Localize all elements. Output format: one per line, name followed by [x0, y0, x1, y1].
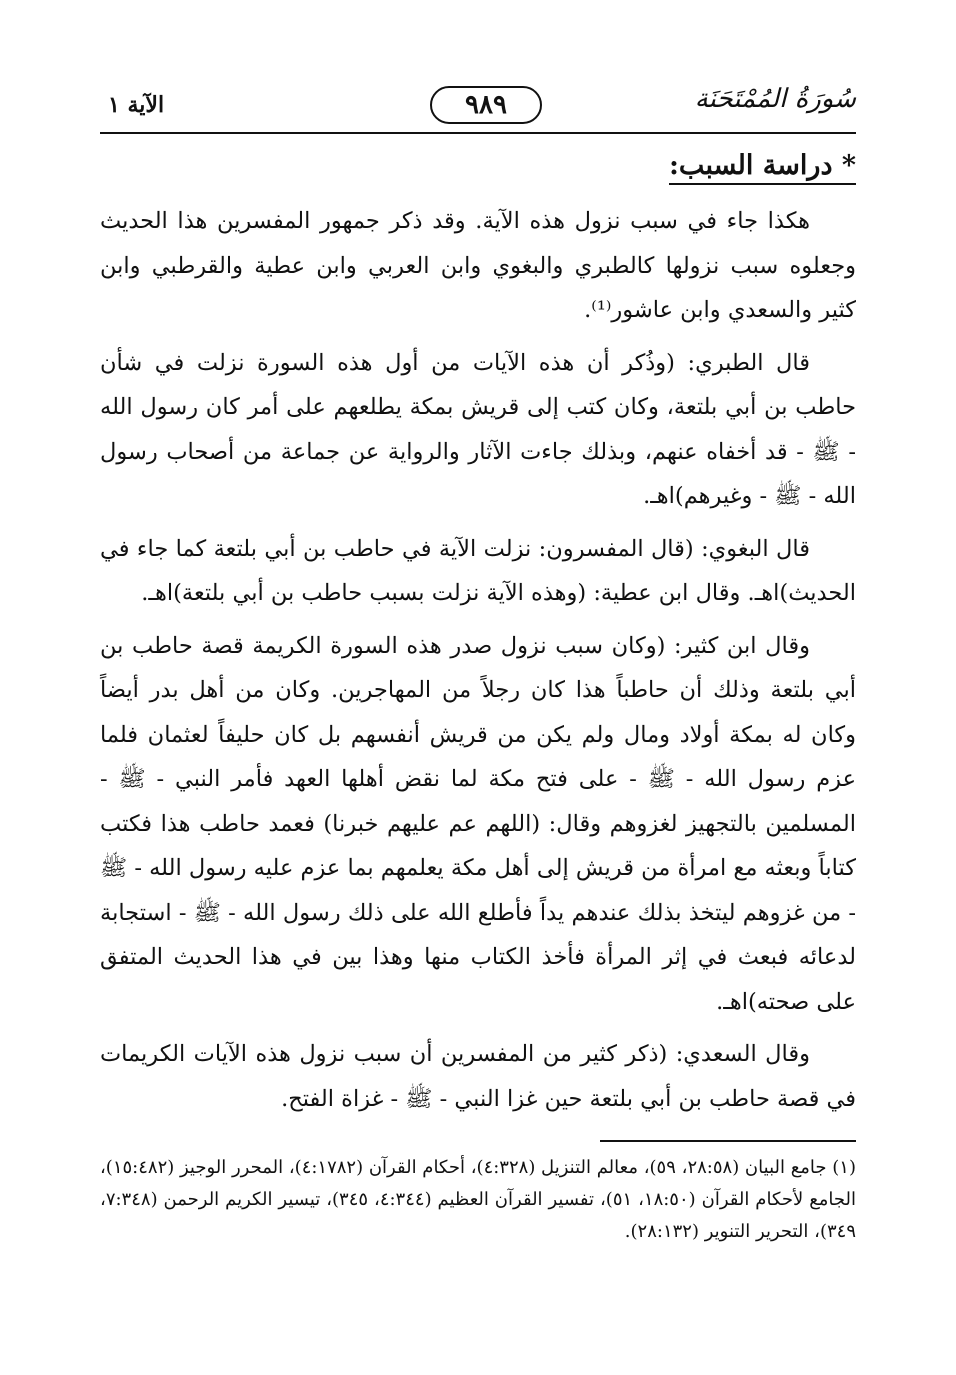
header-divider — [100, 132, 856, 134]
paragraph-saadi: وقال السعدي: (ذكر كثير من المفسرين أن سبب نزول هذه الآيات الكريمات في قصة حاطب بن أبي بلتعة حين غزا النبي - ﷺ - غزاة الفتح. — [100, 1041, 856, 1112]
paragraph-ibn-kathir: وقال ابن كثير: (وكان سبب نزول صدر هذه السورة الكريمة قصة حاطب بن أبي بلتعة وذلك أن حاطباً هذا كان رجلاً من المهاجرين. وكان من أهل بدر أيضاً وكان له بمكة أولاد ومال ولم يكن من قريش أنفسهم بل كان حليفاً لعثمان فلما عزم رسول الله - ﷺ - على فتح مكة لما نقض أهلها العهد فأمر النبي - ﷺ - المسلمين بالتجهيز لغزوهم وقال: (اللهم عم عليهم خبرنا) فعمد حاطب هذا فكتب كتاباً وبعثه مع امرأة من قريش إلى أهل مكة يعلمهم بما عزم عليه رسول الله - ﷺ - من غزوهم ليتخذ بذلك عندهم يداً فأطلع الله على ذلك رسول الله - ﷺ - استجابة لدعائه فبعث في إثر المرأة فأخذ الكتاب منها وهذا بين في هذا الحديث المتفق على صحته)اهـ. — [99, 632, 856, 1015]
page-header — [100, 80, 856, 130]
section-title: * دراسة السبب: — [669, 150, 856, 185]
paragraph-tabari: قال الطبري: (وذُكر أن هذه الآيات من أول هذه السورة نزلت في شأن حاطب بن أبي بلتعة، وكان كتب إلى قريش بمكة يطلعهم على أمر كان رسول الله - ﷺ - قد أخفاه عنهم، وبذلك جاءت الآثار والرواية عن جماعة من أصحاب رسول الله - ﷺ - وغيرهم)اهـ. — [100, 349, 856, 509]
main-text — [100, 150, 856, 1129]
paragraph-baghawi: قال البغوي: (قال المفسرون: نزلت الآية في حاطب بن أبي بلتعة كما جاء في الحديث)اهـ. وقال ابن عطية: (وهذه الآية نزلت بسبب حاطب بن أبي بلتعة)اهـ. — [100, 535, 856, 606]
verse-label: الآية ١ — [108, 92, 165, 118]
footnote-divider — [600, 1140, 856, 1142]
surah-title: سُورَةُ المُمْتَحَنَة — [694, 84, 856, 114]
page-number: ٩٨٩ — [430, 86, 542, 124]
footnote: (١) جامع البيان (٢٨:٥٨، ٥٩)، معالم التنزيل (٤:٣٢٨)، أحكام القرآن (٤:١٧٨٢)، المحرر الوجيز (١٥:٤٨٢)، الجامع لأحكام القرآن (١٨:٥٠، ٥١)، تفسير القرآن العظيم (٤:٣٤٤، ٣٤٥)، تيسير الكريم الرحمن (٧:٣٤٨، ٣٤٩)، التحرير التنوير (٢٨:١٣٢). — [100, 1157, 857, 1242]
paragraph-intro: هكذا جاء في سبب نزول هذه الآية. وقد ذكر جمهور المفسرين هذا الحديث وجعلوه سبب نزولها كالطبري والبغوي وابن العربي وابن عطية والقرطبي وابن كثير والسعدي وابن عاشور⁽¹⁾. — [100, 208, 856, 323]
